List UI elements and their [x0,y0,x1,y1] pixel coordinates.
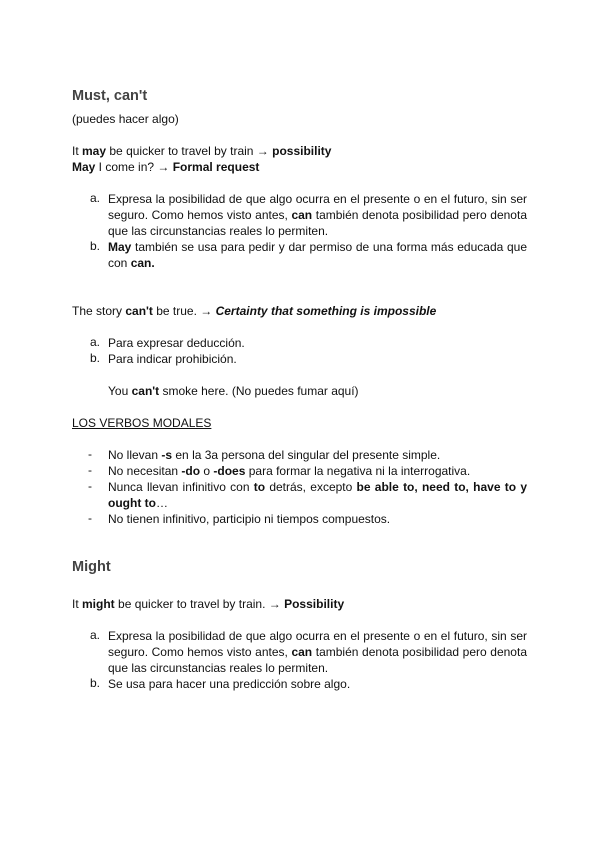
list-item-label: a. [89,191,100,205]
bullet-dash: - [88,463,92,477]
example-may-request: May I come in? → Formal request [72,160,260,174]
list-item-label: b. [89,239,100,253]
list-item: Para indicar prohibición. [108,352,237,366]
list-item: May también se usa para pedir y dar permiso de una forma más educada que con can. [108,240,527,270]
subtitle: (puedes hacer algo) [72,112,179,126]
list-item: Se usa para hacer una predicción sobre algo. [108,677,351,691]
list-item-label: b. [89,351,100,365]
list-item: Expresa la posibilidad de que algo ocurra en el presente o en el futuro, sin ser seguro. Como hemos visto antes, can también denota posibilidad pero denota que las circunstancias reales lo permiten. [108,192,527,238]
list-item: Nunca llevan infinitivo con to detrás, excepto be able to, need to, have to y ought to… [108,480,527,510]
example-cant-smoke: You can't smoke here. (No puedes fumar aquí) [108,384,359,398]
modales-heading: LOS VERBOS MODALES [72,416,212,430]
list-item-label: a. [89,335,100,349]
section-title-must-cant: Must, can't [72,88,148,104]
list-item: No llevan -s en la 3a persona del singular del presente simple. [108,448,441,462]
list-item: Para expresar deducción. [108,336,245,350]
example-might-possibility: It might be quicker to travel by train. → Possibility [72,597,345,611]
list-item: No tienen infinitivo, participio ni tiempos compuestos. [108,512,391,526]
list-item: Expresa la posibilidad de que algo ocurra en el presente o en el futuro, sin ser seguro. Como hemos visto antes, can también denota posibilidad pero denota que las circunstancias reales lo permiten. [108,629,527,675]
list-item-label: b. [89,676,100,690]
bullet-dash: - [88,511,92,525]
section-title-might: Might [72,559,111,575]
example-may-possibility: It may be quicker to travel by train → possibility [72,144,332,158]
list-item: No necesitan -do o -does para formar la negativa ni la interrogativa. [108,464,471,478]
example-cant-certainty: The story can't be true. → Certainty that something is impossible [72,304,437,318]
list-item-label: a. [89,628,100,642]
bullet-dash: - [88,447,92,461]
bullet-dash: - [88,479,92,493]
